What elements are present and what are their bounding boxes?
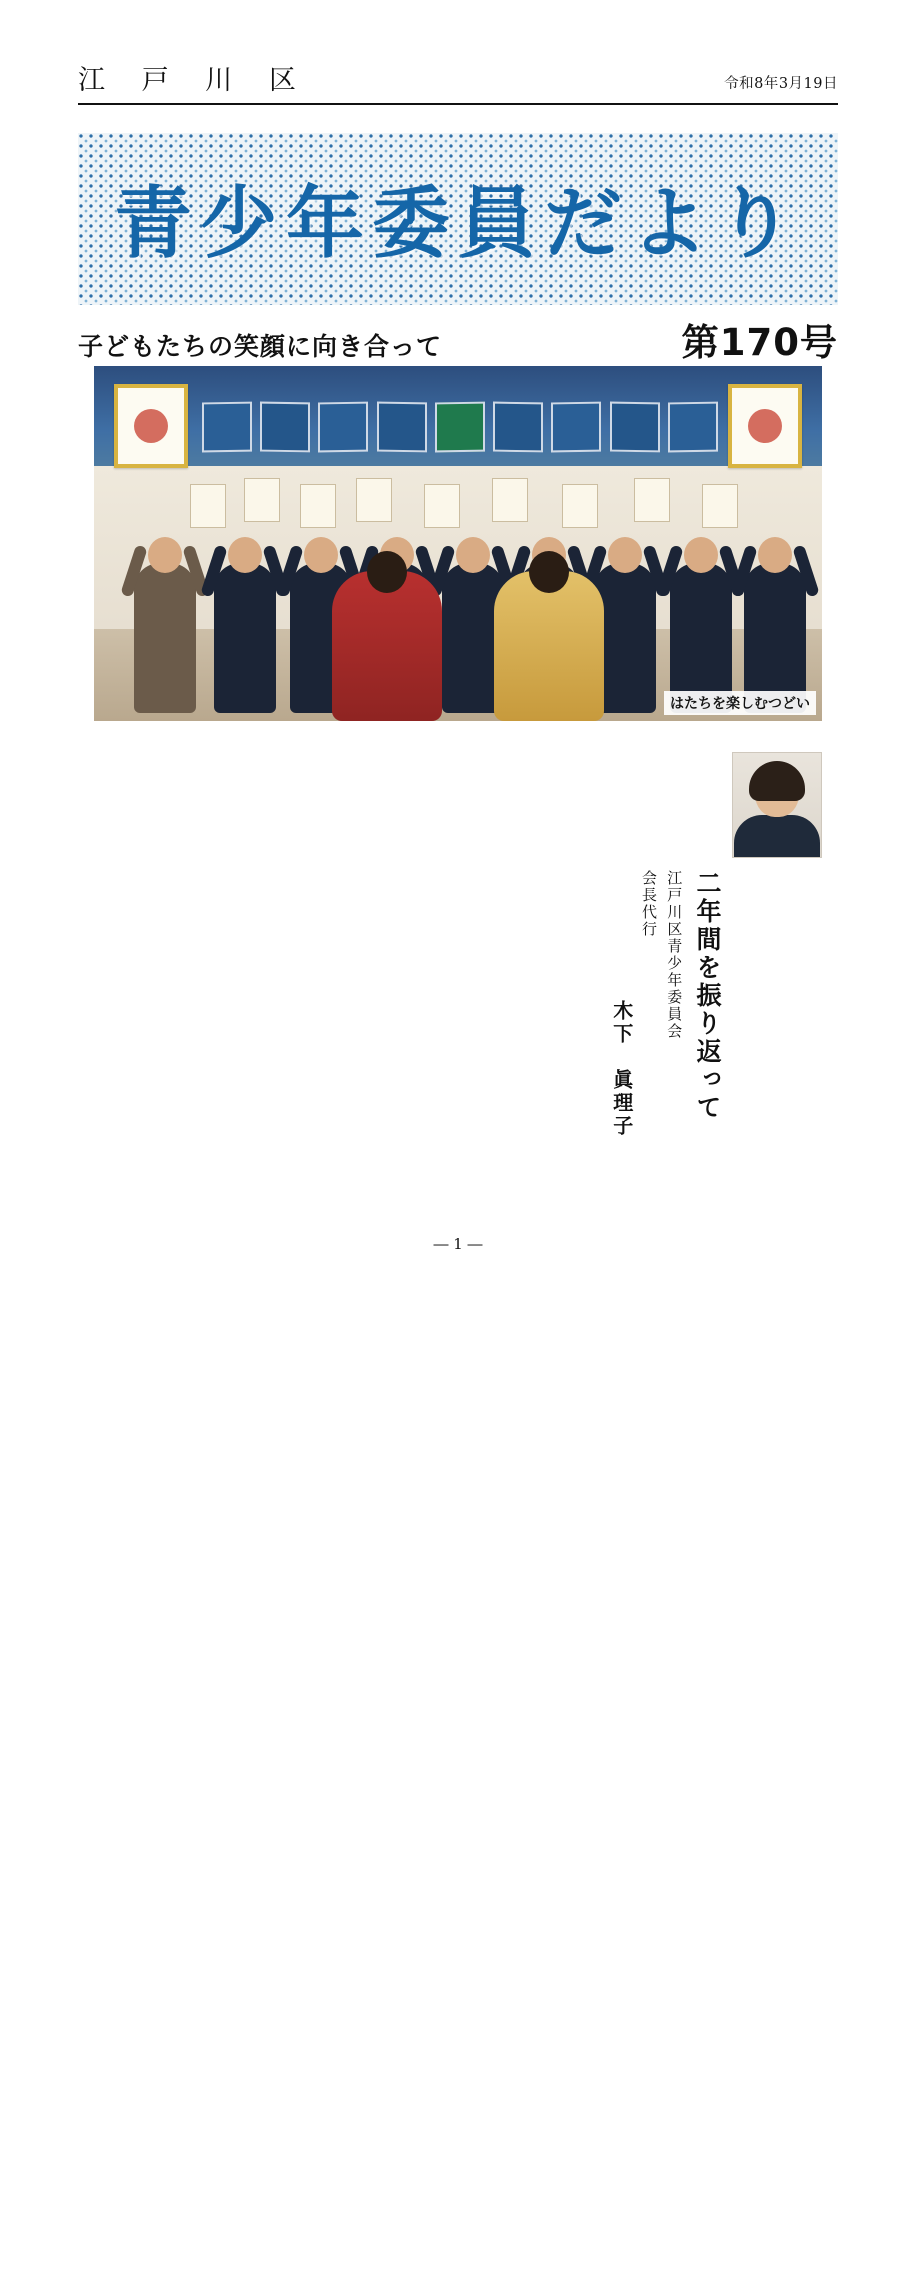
wall-card	[356, 478, 392, 522]
calligraphy-poster-right	[728, 384, 802, 468]
wall-card	[492, 478, 528, 522]
kimono-guest-head	[529, 551, 569, 593]
article-author-role: 会長代行	[637, 740, 660, 2151]
hanging-banner	[493, 402, 543, 453]
attendee-head	[148, 537, 182, 573]
attendee	[134, 563, 196, 713]
title-banner	[78, 133, 838, 305]
wall-card	[702, 484, 738, 528]
hanging-banner	[435, 402, 485, 453]
main-photo	[94, 366, 822, 721]
attendee-head	[758, 537, 792, 573]
author-portrait	[732, 752, 822, 858]
page-number: ― 1 ―	[0, 1235, 916, 1253]
handprint-mark	[134, 409, 168, 443]
wall-card	[190, 484, 226, 528]
hanging-banner	[377, 402, 427, 453]
handprint-mark	[748, 409, 782, 443]
attendee-head	[456, 537, 490, 573]
wall-card	[424, 484, 460, 528]
article-headline: 二年間を振り返って	[687, 740, 726, 2151]
hanging-banner	[551, 402, 601, 453]
photo-caption: はたちを楽しむつどい	[664, 691, 816, 715]
calligraphy-poster-left	[114, 384, 188, 468]
author-body	[734, 815, 820, 857]
article-headline-block	[0, 740, 822, 2281]
catchphrase: 子どもたちの笑顔に向き合って	[78, 327, 442, 363]
attendee-head	[684, 537, 718, 573]
hanging-banner	[668, 402, 718, 453]
attendee-head	[304, 537, 338, 573]
ward-name: 江 戸 川 区	[78, 58, 310, 97]
wall-card	[244, 478, 280, 522]
hanging-banner	[610, 402, 660, 453]
attendee-head	[228, 537, 262, 573]
kimono-guest-head	[367, 551, 407, 593]
hanging-banner	[318, 402, 368, 453]
issue-date: 令和8年3月19日	[724, 72, 838, 97]
issue-number: 第170号	[682, 312, 838, 366]
wall-card	[562, 484, 598, 528]
kimono-guest	[494, 571, 604, 721]
wall-card	[300, 484, 336, 528]
attendee-head	[608, 537, 642, 573]
article-body	[94, 740, 822, 1208]
photo-hanging-banners	[202, 402, 718, 452]
subtitle-row	[78, 312, 838, 366]
hanging-banner	[202, 402, 252, 453]
attendee	[214, 563, 276, 713]
author-hair	[749, 761, 805, 801]
article-author-name: 木下 眞理子	[606, 740, 637, 2281]
header-divider	[78, 103, 838, 105]
article-organization: 江戸川区青少年委員会	[662, 740, 685, 2151]
wall-card	[634, 478, 670, 522]
hanging-banner	[260, 402, 310, 453]
banner-title: 青少年委員だより	[78, 161, 838, 273]
masthead	[78, 58, 838, 97]
kimono-guest	[332, 571, 442, 721]
